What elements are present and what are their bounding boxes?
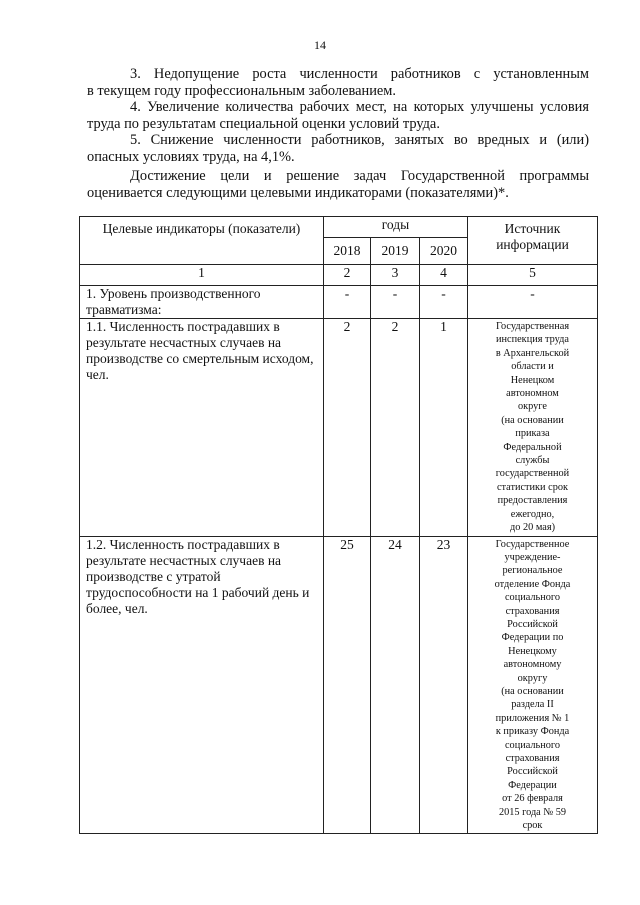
indicator-value: -: [371, 286, 420, 319]
column-number: 3: [371, 265, 420, 286]
indicator-value: 25: [324, 536, 371, 834]
column-number: 2: [324, 265, 371, 286]
column-number: 1: [80, 265, 324, 286]
indicator-value: 1: [420, 319, 468, 537]
indicator-name: 1. Уровень производственного травматизма:: [80, 286, 324, 319]
paragraph-line: опасных условиях труда, на 4,1%.: [87, 148, 295, 165]
indicator-value: 2: [371, 319, 420, 537]
indicator-name: 1.1. Численность пострадавших в результате несчастных случаев на производстве со смертельным исходом, чел.: [80, 319, 324, 537]
paragraph-line: 4. Увеличение количества рабочих мест, на которых улучшены условия: [130, 99, 589, 115]
header-year: 2020: [420, 238, 468, 265]
table-numbering-row: [80, 265, 598, 286]
header-source: Источник информации: [468, 217, 598, 265]
paragraph-line: 3. Недопущение роста численности работников с установленным: [130, 66, 589, 82]
table-row: [80, 319, 598, 537]
indicator-source: Государственная инспекция труда в Архангельской области и Ненецком автономном округе (на основании приказа Федеральной службы государственной статистики срок предоставления ежегодно, до 20 мая): [468, 319, 598, 537]
paragraph-line: труда по результатам специальной оценки условий труда.: [87, 115, 440, 132]
paragraph-indicators-intro: [87, 168, 589, 201]
header-years-label: годы: [324, 217, 468, 238]
paragraph-item-3: [87, 66, 589, 99]
indicator-value: -: [420, 286, 468, 319]
paragraph-line: в текущем году профессиональным заболеванием.: [87, 82, 396, 99]
indicator-name: 1.2. Численность пострадавших в результате несчастных случаев на производстве с утратой трудоспособности на 1 рабочий день и более, чел.: [80, 536, 324, 834]
table-row: [80, 286, 598, 319]
indicator-value: 23: [420, 536, 468, 834]
indicator-value: -: [324, 286, 371, 319]
paragraph-item-4: [87, 99, 589, 132]
paragraph-line: Достижение цели и решение задач Государственной программы: [130, 168, 589, 184]
column-number: 5: [468, 265, 598, 286]
indicator-value: 24: [371, 536, 420, 834]
paragraph-line: оценивается следующими целевыми индикаторами (показателями)*.: [87, 184, 509, 201]
page-number: 14: [314, 38, 326, 52]
paragraph-line: 5. Снижение численности работников, занятых во вредных и (или): [130, 132, 589, 148]
column-number: 4: [420, 265, 468, 286]
indicators-table: [79, 216, 598, 834]
table-row: [80, 536, 598, 834]
indicator-value: 2: [324, 319, 371, 537]
paragraph-item-5: [87, 132, 589, 165]
header-year: 2018: [324, 238, 371, 265]
header-indicator: Целевые индикаторы (показатели): [80, 217, 324, 265]
indicator-source: -: [468, 286, 598, 319]
indicator-source: Государственное учреждение- региональное отделение Фонда социального страхования Российской Федерации по Ненецкому автономному округу (на основании раздела II приложения № 1 к приказу Фонда социального страхования Российской Федерации от 26 февраля 2015 года № 59 срок: [468, 536, 598, 834]
header-year: 2019: [371, 238, 420, 265]
table-header-row: [80, 217, 598, 238]
